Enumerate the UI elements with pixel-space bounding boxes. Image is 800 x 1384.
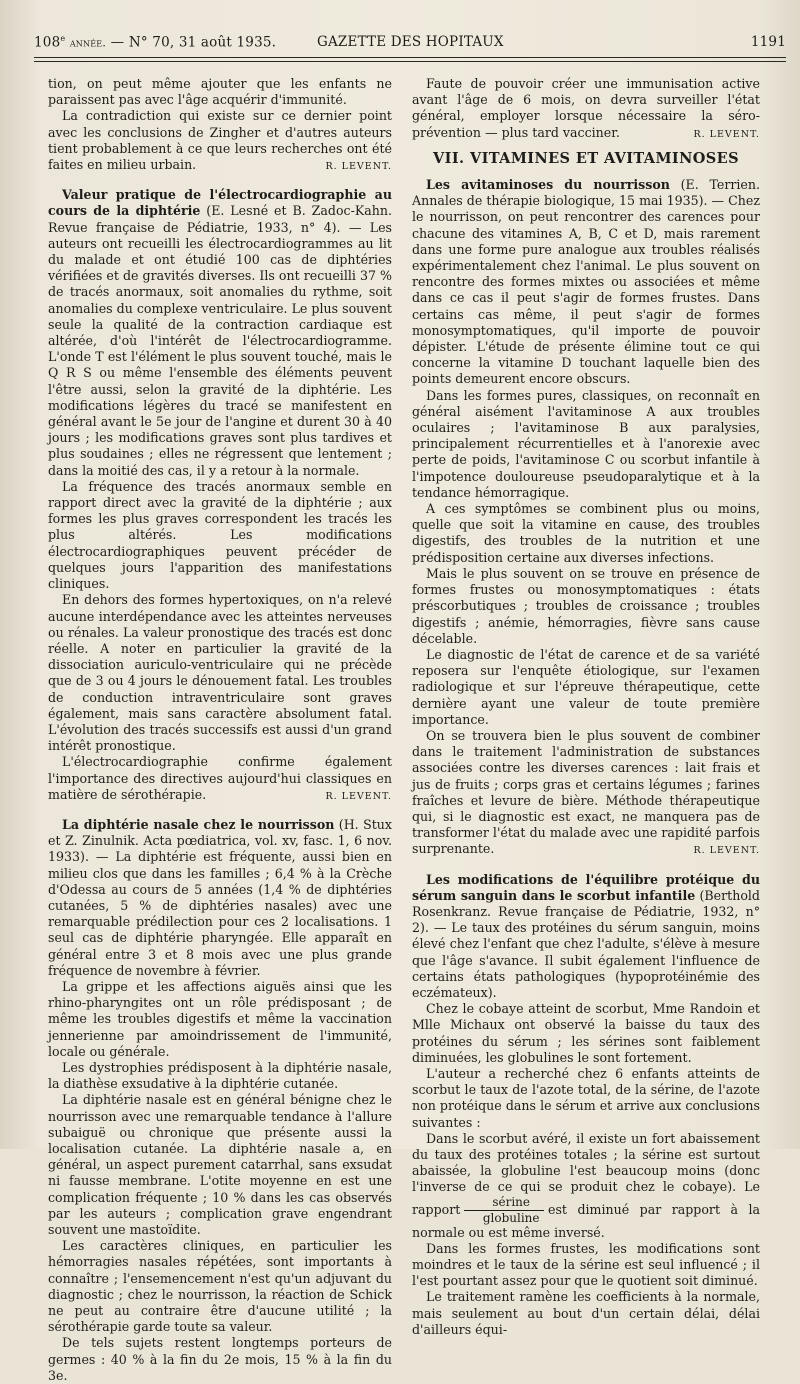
article-title: Les modifications de l'équilibre protéique du sérum sanguin dans le scorbut infantile — [412, 871, 760, 903]
paragraph: La grippe et les affections aiguës ainsi que les rhino-pharyngites ont un rôle prédisposant ; de même les troubles digestifs et même la vaccination jennerienne par amoindrissement de l'immunité, locale ou générale. — [48, 978, 392, 1059]
paragraph: L'auteur a recherché chez 6 enfants atteints de scorbut le taux de l'azote total, de la sérine, de l'azote non protéique dans le sérum et arrive aux conclusions suivantes : — [412, 1065, 760, 1130]
paragraph: Faute de pouvoir créer une immunisation active avant l'âge de 6 mois, on devra surveiller l'état général, employer lorsque nécessaire la séro-prévention — plus tard vacciner. R. LEVENT. — [412, 76, 760, 141]
paragraph: La fréquence des tracés anormaux semble en rapport direct avec la gravité de la diphtérie ; aux formes les plus graves correspondent les tracés les plus altérés. Les modifications électrocardiographiques peuvent précéder de quelques jours l'apparition des manifestations cliniques. — [48, 478, 392, 592]
paragraph: Les caractères cliniques, en particulier les hémorragies nasales répétées, sont importants à connaître ; l'ensemencement n'est qu'un adjuvant du diagnostic ; chez le nourrisson, la réaction de Schick ne peut au contraire être d'aucune utilité ; la sérothérapie garde toute sa valeur. — [48, 1238, 392, 1335]
section-heading: VII. VITAMINES ET AVITAMINOSES — [433, 149, 739, 167]
article-title: Les avitaminoses du nourrisson — [426, 177, 670, 193]
left-column — [48, 76, 392, 1384]
ratio-fraction — [464, 1196, 544, 1225]
article-avitaminoses: Les avitaminoses du nourrisson (E. Terrien. Annales de thérapie biologique, 15 mai 1935). — Chez le nourrisson, on peut rencontrer des carences pour chacune des vitamines A, B, C et D, mais rarement dans une forme pure analogue aux troubles réalisés expérimentalement chez l'animal. Le plus souvent on rencontre des formes mixtes ou associées et même dans ce cas il peut s'agir de formes frustes. Dans certains cas même, il peut s'agir de formes monosymptomatiques, qu'il importe de pouvoir dépister. L'étude de présente élimine tout ce qui concerne la vitamine D touchant laquelle bien des points demeurent encore obscurs. — [412, 177, 760, 387]
signature: R. LEVENT. — [693, 128, 760, 140]
paragraph: L'électrocardiographie confirme également l'importance des directives aujourd'hui classiques en matière de sérothérapie. R. LEVENT. — [48, 754, 392, 803]
paragraph: Dans les formes pures, classiques, on reconnaît en général aisément l'avitaminose A aux troubles oculaires ; l'avitaminose B aux paralysies, principalement récurrentielles et à l'anorexie avec perte de poids, l'avitaminose C ou scorbut infantile à l'impotence douloureuse pseudoparalytique et à la tendance hémorragique. — [412, 387, 760, 500]
article-diphterie-nasale: La diphtérie nasale chez le nourrisson (H. Stux et Z. Zinulnik. Acta pœdiatrica, vol. xv, fasc. 1, 6 nov. 1933). — La diphtérie est fréquente, aussi bien en milieu clos que dans les familles ; 6,4 % à la Crèche d'Odessa au cours de 5 années (1,4 % de diphtéries cutanées, 5 % de diphtéries nasales) avec une remarquable prédilection pour ces 2 localisations. 1 seul cas de diphtérie pharyngée. Elle apparaît en général entre 3 et 8 mois avec une plus grande fréquence de novembre à février. — [48, 816, 392, 978]
paragraph: Chez le cobaye atteint de scorbut, Mme Randoin et Mlle Michaux ont observé la baisse du taux des protéines du sérum ; les sérines sont faiblement diminuées, les globulines le sont fortement. — [412, 1001, 760, 1065]
issue-info: 108e année. — N° 70, 31 août 1935. — [34, 34, 277, 51]
fraction-numerator: sérine — [464, 1196, 544, 1211]
paragraph: La contradiction qui existe sur ce dernier point avec les conclusions de Zingher et d'autres auteurs tient probablement à ce que leurs recherches ont été faites en milieu urbain. R. LEVENT. — [48, 108, 392, 173]
header-rule-thin — [34, 61, 786, 62]
paragraph: Le traitement ramène les coefficients à la normale, mais seulement au bout d'un certain délai, délai d'ailleurs équi- — [412, 1289, 760, 1337]
signature: R. LEVENT. — [693, 845, 760, 857]
paragraph: Dans les formes frustes, les modifications sont moindres et le taux de la sérine est seul influencé ; il l'est pourtant assez pour que le quotient soit diminué. — [412, 1240, 760, 1289]
fraction-denominator: globuline — [482, 1210, 540, 1225]
paragraph: La diphtérie nasale est en général bénigne chez le nourrisson avec une remarquable tendance à l'allure subaiguë ou chronique que présente aussi la localisation cutanée. La diphtérie nasale a, en général, un aspect purement catarrhal, sans exsudat ni fausse membrane. L'otite moyenne en est une complication fréquente ; 10 % dans les cas observés par les auteurs ; complication grave engendrant souvent une mastoïdite. — [48, 1092, 392, 1238]
running-header — [34, 34, 786, 56]
paragraph: Mais le plus souvent on se trouve en présence de formes frustes ou monosymptomatiques : états préscorbutiques ; troubles de croissance ; troubles digestifs ; anémie, hémorragies, fièvre sans cause décelable. — [412, 565, 760, 646]
paragraph: A ces symptômes se combinent plus ou moins, quelle que soit la vitamine en cause, des troubles digestifs, des troubles de la nutrition et une prédisposition certaine aux diverses infections. — [412, 501, 760, 565]
header-rule — [34, 57, 786, 58]
paragraph: Dans le scorbut avéré, il existe un fort abaissement du taux des protéines totales ; la sérine est surtout abaissée, la globuline l'est beaucoup moins (donc l'inverse de ce qui se produit chez le cobaye). Le rapport $\frac{\text{sérine}}{\text{globuline}}$ est diminué par rapport à la normale ou est même inversé. — [412, 1130, 760, 1240]
paragraph: En dehors des formes hypertoxiques, on n'a relevé aucune interdépendance avec les atteintes nerveuses ou rénales. La valeur pronostique des tracés est donc réelle. A noter en particulier la gravité de la dissociation auriculo-ventriculaire qui ne précède que de 3 ou 4 jours le dénouement fatal. Les troubles de conduction intraventriculaire sont graves également, mais sans caractère absolument fatal. L'évolution des tracés successifs est aussi d'un grand intérêt pronostique. — [48, 592, 392, 754]
paragraph: On se trouvera bien le plus souvent de combiner dans le traitement l'administration de substances associées contre les diverses carences : lait frais et jus de fruits ; corps gras et certains légumes ; farines fraîches et levure de bière. Méthode thérapeutique qui, si le diagnostic est exact, ne manquera pas de transformer l'état du malade avec une rapidité parfois surprenante. R. LEVENT. — [412, 728, 760, 858]
signature: R. LEVENT. — [325, 161, 392, 173]
paragraph: tion, on peut même ajouter que les enfants ne paraissent pas avec l'âge acquérir d'immunité. — [48, 76, 392, 108]
journal-title: GAZETTE DES HOPITAUX — [317, 34, 504, 50]
paragraph: De tels sujets restent longtemps porteurs de germes : 40 % à la fin du 2e mois, 15 % à la fin du 3e. — [48, 1335, 392, 1383]
paragraph: Le diagnostic de l'état de carence et de sa variété reposera sur l'enquête étiologique, sur l'examen radiologique et sur l'épreuve thérapeutique, cette dernière ayant une valeur de toute première importance. — [412, 646, 760, 727]
article-title: La diphtérie nasale chez le nourrisson — [62, 816, 335, 832]
paragraph: Les dystrophies prédisposent à la diphtérie nasale, la diathèse exsudative à la diphtérie cutanée. — [48, 1059, 392, 1092]
article-title: Valeur pratique de l'électrocardiographie au cours de la diphtérie — [48, 187, 392, 219]
page-number: 1191 — [750, 34, 786, 50]
article-electrocardiographie: Valeur pratique de l'électrocardiographie au cours de la diphtérie (E. Lesné et B. Zadoc-Kahn. Revue française de Pédiatrie, 1933, n° 4). — Les auteurs ont recueilli les électrocardiogrammes au lit du malade et ont étudié 100 cas de diphtéries vérifiées et de gravités diverses. Ils ont recueilli 37 % de tracés anormaux, soit anomalies du rythme, soit anomalies du complexe ventriculaire. Le plus souvent seule la qualité de la contraction cardiaque est altérée, d'où l'intérêt de l'électrocardiogramme. L'onde T est l'élément le plus souvent touché, mais le Q R S ou même l'ensemble des éléments peuvent l'être aussi, selon la gravité de la diphtérie. Les modifications légères du tracé se manifestent en général avant le 5e jour de l'angine et durent 30 à 40 jours ; les modifications graves sont plus tardives et plus soudaines ; elles ne régressent que lentement ; dans la moitié des cas, il y a retour à la normale. — [48, 187, 392, 478]
article-equilibre-proteique: Les modifications de l'équilibre protéique du sérum sanguin dans le scorbut infantile (Berthold Rosenkranz. Revue française de Pédiatrie, 1932, n° 2). — Le taux des protéines du sérum sanguin, moins élevé chez l'enfant que chez l'adulte, s'élève à mesure que l'âge s'avance. Il subit également l'influence de certains états pathologiques (hypoprotéinémie des eczémateux). — [412, 871, 760, 1000]
signature: R. LEVENT. — [325, 790, 392, 802]
